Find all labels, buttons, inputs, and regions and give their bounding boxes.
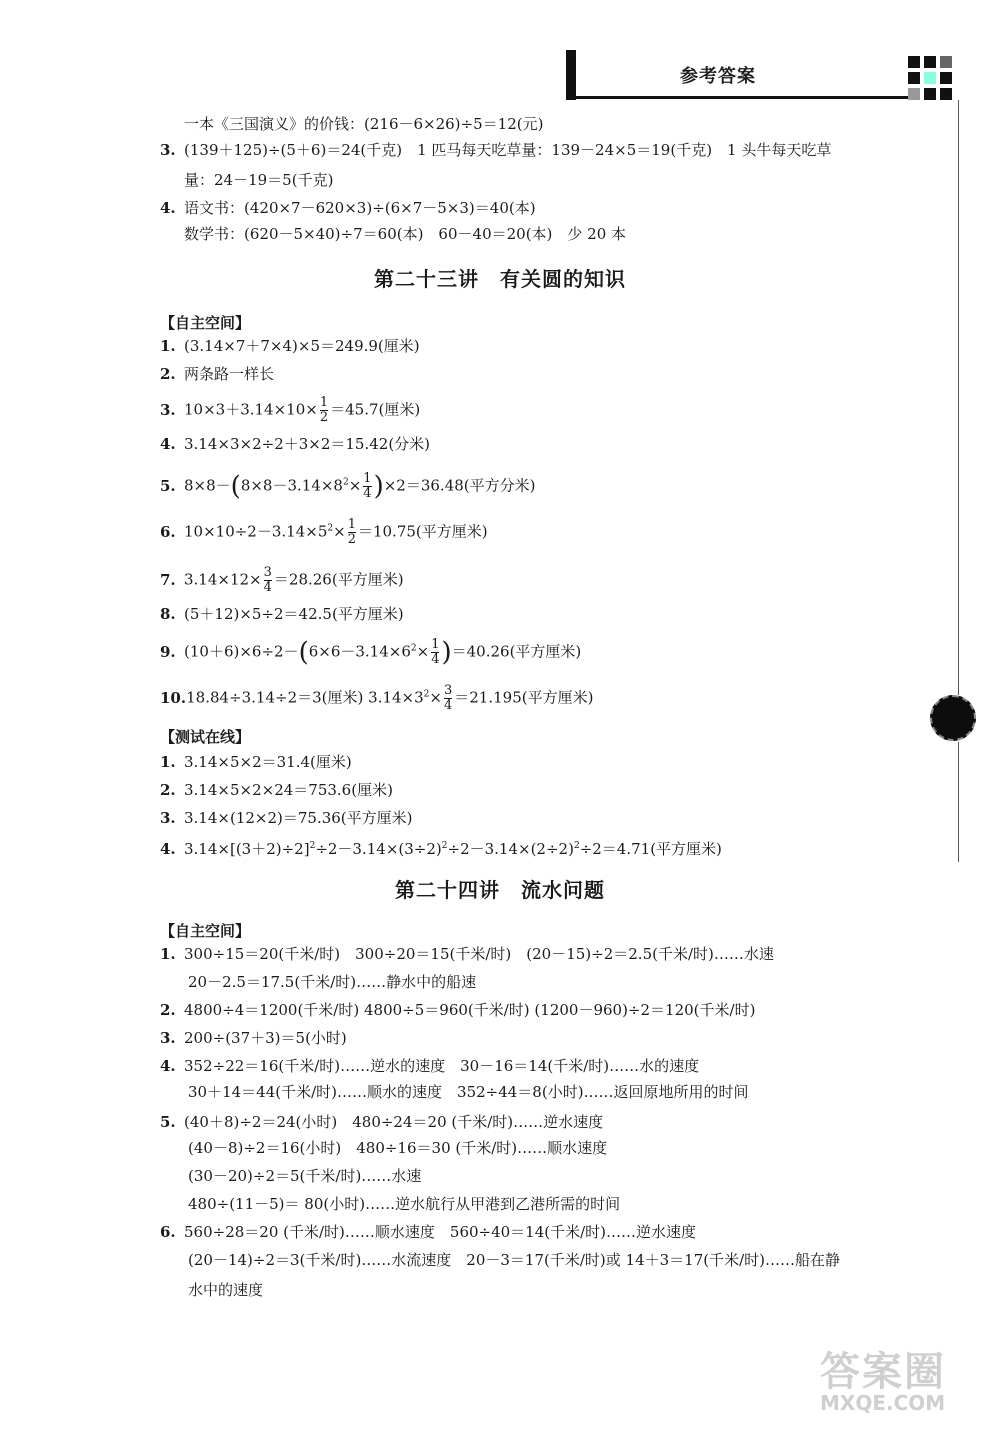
answer-line [160,1222,696,1242]
grid-logo-icon [908,56,954,102]
answer-text: (20－14)÷2＝3(千米/时)……水流速度 20－3＝17(千米/时)或 14＋3＝17(千米/时)……船在静 [188,1251,841,1269]
answer-line: 一本《三国演义》的价钱：(216－6×26)÷5＝12(元) [184,115,544,133]
question-number: 2. [160,1001,176,1019]
fraction [264,566,272,595]
answer-line [160,1000,755,1020]
page-header-title: 参考答案 [680,66,756,87]
numerator: 1 [431,637,440,652]
question-number: 2. [160,781,176,799]
denominator: 2 [347,532,356,547]
exponent: 2 [423,689,430,700]
answer-line [160,198,536,218]
answer-line [188,1166,421,1186]
denominator: 4 [431,652,440,667]
question-number: 5. [160,1113,176,1131]
question-number: 1. [160,337,176,355]
answer-text: 3.14×3×2÷2＋3×2＝15.42(分米) [184,435,431,453]
answer-text: 8×8－3.14×8 [240,476,343,495]
exponent: 2 [342,477,349,488]
question-number: 3. [160,1029,176,1047]
numerator: 1 [347,517,356,532]
question-number: 4. [160,199,176,217]
answer-text: ＝21.195(平方厘米) [454,688,594,707]
answer-line [160,944,774,964]
denominator: 4 [443,698,453,713]
denominator: 2 [319,410,329,425]
question-number: 4. [160,840,176,858]
answer-text: 3.14×12× [184,570,262,589]
answer-text: 200÷(37＋3)＝5(小时) [184,1029,347,1047]
answer-line [160,638,581,667]
watermark-text: 答案圈 [820,1349,946,1395]
answer-text: (30－20)÷2＝5(千米/时)……水速 [188,1167,422,1185]
margin-line [958,100,959,695]
subsection-header: 【自主空间】 [160,922,251,940]
answer-text: 6×6－3.14×6 [308,642,411,661]
watermark-logo [820,1340,990,1420]
answer-text: ＝28.26(平方厘米) [273,570,404,589]
exponent: 2 [573,841,580,851]
answer-text: 4800÷4＝1200(千米/时) 4800÷5＝960(千米/时) (1200－960)÷2＝120(千米/时) [184,1001,756,1019]
answer-text: ÷2－3.14×(2÷2) [447,840,574,858]
answer-line: 量：24－19＝5(千克) [184,171,334,189]
answer-line [160,1028,347,1048]
answer-text: 20－2.5＝17.5(千米/时)……静水中的船速 [188,973,477,991]
question-number: 3. [160,141,176,159]
answer-text: (40＋8)÷2＝24(小时) 480÷24＝20 (千米/时)……逆水速度 [184,1113,604,1131]
answer-text: 语文书：(420×7－620×3)÷(6×7－5×3)＝40(本) [184,199,536,217]
answer-text: 8×8－ [184,476,231,495]
paren: ( [230,471,241,502]
question-number: 9. [160,642,176,661]
margin-line [958,742,959,862]
paren: ( [298,637,309,668]
numerator: 3 [263,565,272,580]
exponent: 2 [327,523,334,534]
answer-line [160,140,831,160]
numerator: 1 [319,395,329,410]
answer-line [160,752,352,772]
subsection-header: 【自主空间】 [160,314,251,332]
answer-line [188,1194,620,1214]
margin-circle-icon [930,695,976,741]
answer-text: ×2＝36.48(平方分米) [383,476,536,495]
answer-text: ＝40.26(平方厘米) [451,642,582,661]
fraction [348,518,356,547]
numerator: 1 [363,471,372,486]
answer-line [160,604,404,624]
paren: ) [441,637,452,668]
answer-text: 两条路一样长 [184,365,275,383]
question-number: 10. [160,688,187,707]
question-number: 4. [160,1057,176,1075]
question-number: 1. [160,945,176,963]
answer-line [160,566,404,595]
question-number: 6. [160,1223,176,1241]
answer-text: 560÷28＝20 (千米/时)……顺水速度 560÷40＝14(千米/时)……逆水速度 [184,1223,697,1241]
answer-line [160,1056,699,1076]
fraction [431,638,439,667]
answer-line [160,336,420,356]
question-number: 7. [160,570,176,589]
denominator: 4 [363,486,372,501]
answer-text: 300÷15＝20(千米/时) 300÷20＝15(千米/时) (20－15)÷2＝2.5(千米/时)……水速 [184,945,774,963]
header-rule [576,96,916,99]
answer-line [160,836,722,859]
answer-text: × [333,522,346,541]
answer-text: 3.14×(12×2)＝75.36(平方厘米) [184,809,413,827]
answer-text: × [429,688,442,707]
fraction [363,472,371,501]
question-number: 6. [160,522,176,541]
answer-text: × [348,476,362,495]
answer-text: 3.14×[(3＋2)÷2] [184,840,310,858]
answer-line [188,1250,840,1270]
answer-text: 30＋14＝44(千米/时)……顺水的速度 352÷44＝8(小时)……返回原地所用的时间 [188,1083,749,1101]
question-number: 3. [160,809,176,827]
answer-text: 水中的速度 [188,1281,264,1299]
answer-line [160,1112,603,1132]
answer-text: 3.14×5×2＝31.4(厘米) [184,753,352,771]
answer-text: (10＋6)×6÷2－ [184,642,299,661]
answer-line [160,396,420,425]
answer-text: ÷2＝4.71(平方厘米) [579,840,722,858]
answer-text: 10×10÷2－3.14×5 [184,522,328,541]
answer-text: 10×3＋3.14×10× [184,400,318,419]
answer-text: (139＋125)÷(5＋6)＝24(千克) 1 匹马每天吃草量：139－24×5＝19(千克) 1 头牛每天吃草 [184,141,832,159]
section-title: 第二十三讲 有关圆的知识 [374,267,626,291]
watermark-url: MXQE.COM [820,1391,946,1415]
answer-text: 18.84÷3.14÷2＝3(厘米) 3.14×3 [186,688,424,707]
answer-text: (3.14×7＋7×4)×5＝249.9(厘米) [184,337,420,355]
exponent: 2 [309,841,316,851]
answer-text: 3.14×5×2×24＝753.6(厘米) [184,781,393,799]
answer-text: ＝45.7(厘米) [330,400,421,419]
denominator: 4 [263,580,272,595]
answer-line [160,808,413,828]
answer-line [160,780,393,800]
question-number: 8. [160,605,176,623]
exponent: 2 [410,643,417,654]
answer-line [160,434,430,454]
answer-text: (5＋12)×5÷2＝42.5(平方厘米) [184,605,404,623]
header-bar [566,50,576,100]
answer-line [160,684,593,713]
exponent: 2 [441,841,448,851]
answer-line [160,364,274,384]
section-title: 第二十四讲 流水问题 [395,878,605,902]
answer-text: 480÷(11－5)＝ 80(小时)……逆水航行从甲港到乙港所需的时间 [188,1195,621,1213]
fraction [444,684,452,713]
answer-line [188,1138,607,1158]
question-number: 5. [160,476,176,495]
answer-text: × [416,642,430,661]
question-number: 3. [160,400,176,419]
answer-line [160,472,536,501]
numerator: 3 [443,683,453,698]
paren: ) [373,471,384,502]
question-number: 4. [160,435,176,453]
answer-line [160,518,488,547]
question-number: 1. [160,753,176,771]
answer-text: ÷2－3.14×(3÷2) [315,840,442,858]
answer-line [188,972,476,992]
answer-text: 352÷22＝16(千米/时)……逆水的速度 30－16＝14(千米/时)……水的速度 [184,1057,700,1075]
answer-line [188,1280,263,1300]
answer-text: (40－8)÷2＝16(小时) 480÷16＝30 (千米/时)……顺水速度 [188,1139,608,1157]
fraction [320,396,328,425]
answer-line: 数学书：(620－5×40)÷7＝60(本) 60－40＝20(本) 少 20 本 [184,225,627,243]
subsection-header: 【测试在线】 [160,728,251,746]
question-number: 2. [160,365,176,383]
answer-text: ＝10.75(平方厘米) [357,522,488,541]
answer-line [188,1082,749,1102]
